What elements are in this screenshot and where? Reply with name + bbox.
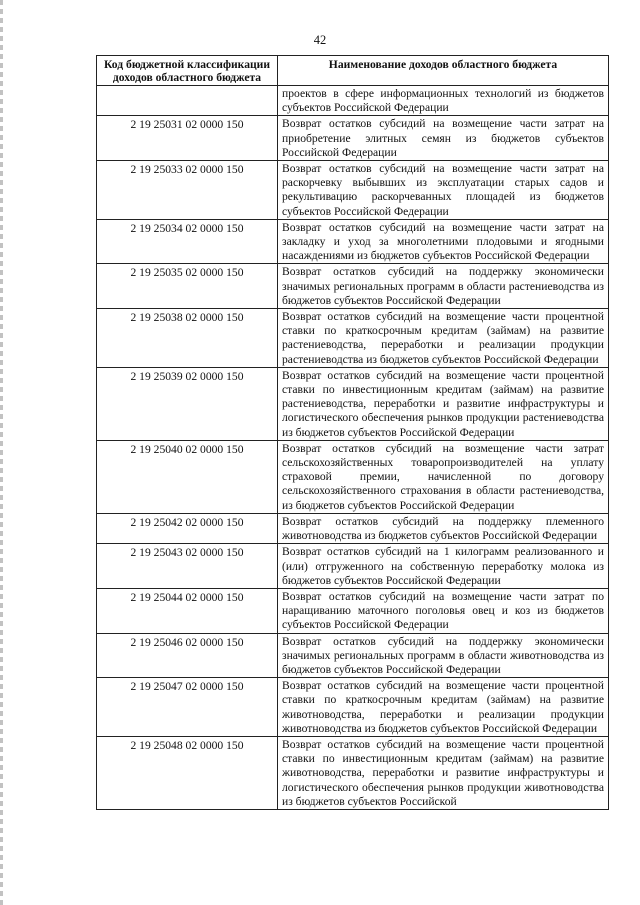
- row-name: Возврат остатков субсидий на возмещение части затрат на приобретение элитных семян из бюджетов субъектов Российской Федерации: [278, 116, 609, 161]
- table-row: [97, 588, 609, 633]
- table-row: [97, 544, 609, 589]
- table-row: [97, 736, 609, 809]
- row-code: 2 19 25034 02 0000 150: [97, 219, 278, 264]
- row-name: Возврат остатков субсидий на возмещение части процентной ставки по инвестиционным кредитам (займам) на развитие животноводства, переработки и развитие инфраструктуры и логистического обеспечения рынков продукции животноводства из бюджетов субъектов Российской: [278, 736, 609, 809]
- row-name: проектов в сфере информационных технологий из бюджетов субъектов Российской Федерации: [278, 86, 609, 116]
- row-code: 2 19 25040 02 0000 150: [97, 440, 278, 513]
- budget-income-table: [96, 55, 609, 810]
- table-row: [97, 633, 609, 678]
- row-name: Возврат остатков субсидий на возмещение части процентной ставки по краткосрочным кредитам (займам) на развитие растениеводства, переработки и реализации продукции растениеводства из бюджетов субъектов Российской Федерации: [278, 309, 609, 368]
- table-row: [97, 440, 609, 513]
- page-edge: [0, 0, 3, 905]
- header-name: Наименование доходов областного бюджета: [278, 56, 609, 86]
- table-row: [97, 264, 609, 309]
- page-number: 42: [313, 33, 327, 47]
- row-code: 2 19 25044 02 0000 150: [97, 588, 278, 633]
- row-code: 2 19 25047 02 0000 150: [97, 678, 278, 737]
- row-name: Возврат остатков субсидий на 1 килограмм реализованного и (или) отгруженного на собственную переработку молока из бюджетов субъектов Российской Федерации: [278, 544, 609, 589]
- row-code: 2 19 25038 02 0000 150: [97, 309, 278, 368]
- row-name: Возврат остатков субсидий на поддержку экономически значимых региональных программ в области растениеводства из бюджетов субъектов Российской Федерации: [278, 264, 609, 309]
- row-name: Возврат остатков субсидий на возмещение части затрат на раскорчевку выбывших из эксплуатации старых садов и рекультивацию раскорчеванных площадей из бюджетов субъектов Российской Федерации: [278, 161, 609, 220]
- table-row: [97, 367, 609, 440]
- row-name: Возврат остатков субсидий на возмещение части процентной ставки по инвестиционным кредитам (займам) на развитие растениеводства, переработки и развитие инфраструктуры и логистического обеспечения рынков продукции растениеводства из бюджетов субъектов Российской Федерации: [278, 367, 609, 440]
- table-row: [97, 116, 609, 161]
- row-name: Возврат остатков субсидий на возмещение части процентной ставки по краткосрочным кредитам (займам) на развитие животноводства, переработки и реализации продукции животноводства из бюджетов субъектов Российской Федерации: [278, 678, 609, 737]
- row-code: 2 19 25043 02 0000 150: [97, 544, 278, 589]
- row-name: Возврат остатков субсидий на поддержку племенного животноводства из бюджетов субъектов Российской Федерации: [278, 513, 609, 543]
- row-code: 2 19 25042 02 0000 150: [97, 513, 278, 543]
- table-row: [97, 219, 609, 264]
- row-code: 2 19 25035 02 0000 150: [97, 264, 278, 309]
- row-code: 2 19 25031 02 0000 150: [97, 116, 278, 161]
- row-name: Возврат остатков субсидий на возмещение части затрат по наращиванию маточного поголовья овец и коз из бюджетов субъектов Российской Федерации: [278, 588, 609, 633]
- row-name: Возврат остатков субсидий на возмещение части затрат сельскохозяйственных товаропроизводителей на уплату страховой премии, начисленной по договору сельскохозяйственного страхования в области растениеводства, из бюджетов субъектов Российской Федерации: [278, 440, 609, 513]
- table-header-row: [97, 56, 609, 86]
- table-row: [97, 513, 609, 543]
- table-body: [97, 86, 609, 810]
- table-row: [97, 678, 609, 737]
- row-name: Возврат остатков субсидий на поддержку экономически значимых региональных программ в области животноводства из бюджетов субъектов Российской Федерации: [278, 633, 609, 678]
- table-row: [97, 161, 609, 220]
- table-row: [97, 86, 609, 116]
- row-name: Возврат остатков субсидий на возмещение части затрат на закладку и уход за многолетними плодовыми и ягодными насаждениями из бюджетов субъектов Российской Федерации: [278, 219, 609, 264]
- row-code: 2 19 25046 02 0000 150: [97, 633, 278, 678]
- header-code: Код бюджетной классификации доходов областного бюджета: [97, 56, 278, 86]
- table-row: [97, 309, 609, 368]
- row-code: 2 19 25033 02 0000 150: [97, 161, 278, 220]
- row-code: 2 19 25039 02 0000 150: [97, 367, 278, 440]
- row-code: 2 19 25048 02 0000 150: [97, 736, 278, 809]
- row-code: [97, 86, 278, 116]
